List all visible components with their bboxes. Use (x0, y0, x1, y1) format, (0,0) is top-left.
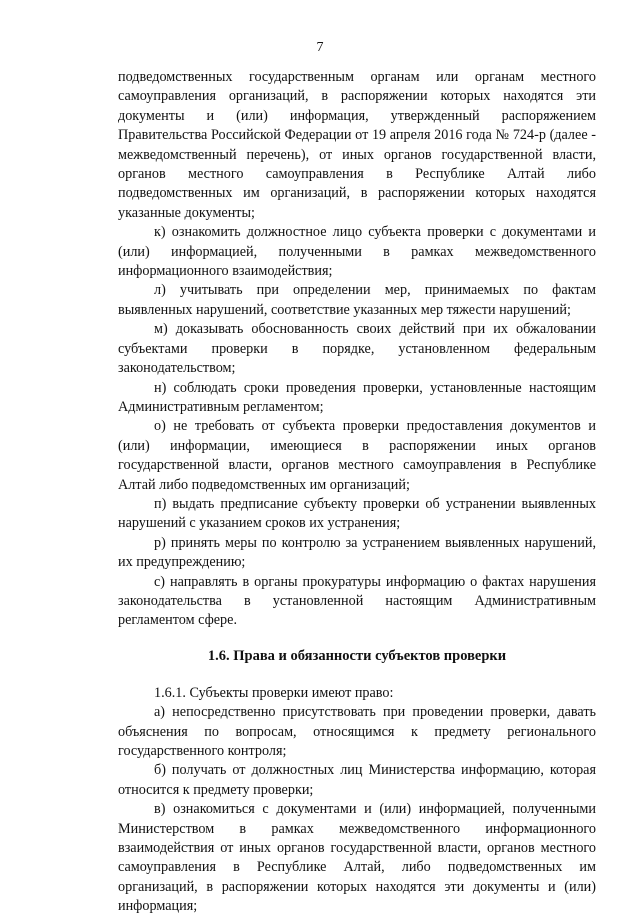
paragraph-item-o: о) не требовать от субъекта проверки предоставления документов и (или) информации, имеющиеся в распоряжении иных органов государственной власти, органов местного самоуправления в Республике Алтай либо подведомственных им организаций; (118, 418, 596, 493)
page-number: 7 (316, 40, 324, 55)
document-body (118, 68, 596, 917)
paragraph-continuation: подведомственных государственным органам или органам местного самоуправления организаций, в распоряжении которых находятся эти документы и (или) информация, утвержденный распоряжением Правительства Российской Федерации от 19 апреля 2016 года № 724-р (далее - межведомственный перечень), от иных органов государственной власти, органов местного самоуправления в Республике Алтай либо подведомственных им организаций, в распоряжении которых находятся указанные документы; (118, 69, 596, 221)
paragraph-item-p: п) выдать предписание субъекту проверки об устранении выявленных нарушений с указанием сроков их устранения; (118, 495, 596, 532)
paragraph-item-s: с) направлять в органы прокуратуры информацию о фактах нарушения законодательства в установленной настоящим Административным регламентом сфере. (118, 573, 596, 629)
paragraph-item-l: л) учитывать при определении мер, принимаемых по фактам выявленных нарушений, соответствие указанных мер тяжести нарушений; (118, 282, 596, 318)
paragraph-item-r: р) принять меры по контролю за устранением выявленных нарушений, их предупреждению; (118, 534, 596, 571)
paragraph-item-k: к) ознакомить должностное лицо субъекта проверки с документами и (или) информацией, полученными в рамках межведомственного информационного взаимодействия; (118, 224, 596, 280)
section-heading: 1.6. Права и обязанности субъектов проверки (207, 647, 507, 664)
paragraph-item-b: б) получать от должностных лиц Министерства информацию, которая относится к предмету проверки; (118, 762, 596, 798)
paragraph-clause-1-6-1: 1.6.1. Субъекты проверки имеют право: (154, 684, 394, 701)
paragraph-item-a: а) непосредственно присутствовать при проведении проверки, давать объяснения по вопросам, относящимся к предмету регионального государственного контроля; (118, 704, 596, 759)
paragraph-item-v: в) ознакомиться с документами и (или) информацией, полученными Министерством в рамках межведомственного информационного взаимодействия от иных органов государственной власти, органов местного самоуправления в Республике Алтай, либо подведомственных им организаций, в распоряжении которых находятся эти документы и (или) информация; (118, 801, 596, 915)
paragraph-item-m: м) доказывать обоснованность своих действий при их обжаловании субъектами проверки в порядке, установленном федеральным законодательством; (118, 321, 596, 377)
paragraph-item-n: н) соблюдать сроки проведения проверки, установленные настоящим Административным регламентом; (118, 379, 596, 415)
